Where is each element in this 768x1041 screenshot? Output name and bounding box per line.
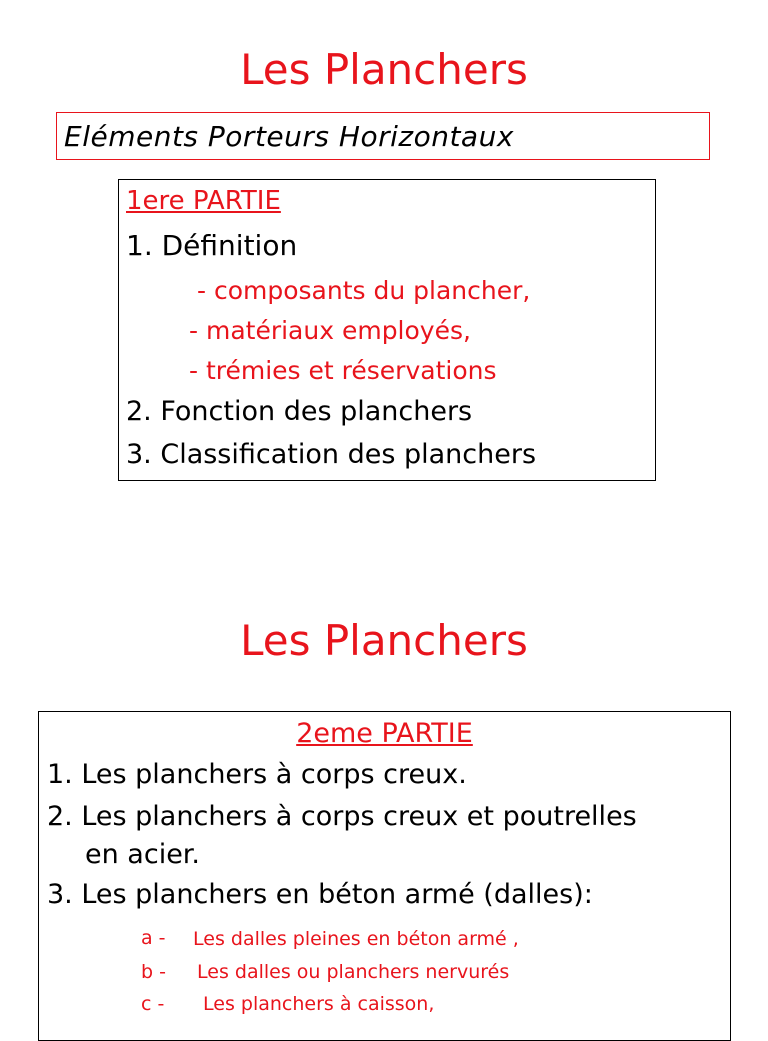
subitem-marker: a - [141,927,166,949]
list-item: 2. Fonction des planchers [126,396,473,427]
list-item: 1. Les planchers à corps creux. [47,759,467,790]
subtitle-text: Eléments Porteurs Horizontaux [64,120,514,153]
subitem-text: Les planchers à caisson, [203,993,435,1015]
list-item: 3. Les planchers en béton armé (dalles): [47,879,593,910]
list-subitem: - composants du plancher, [197,276,531,305]
part2-box [38,711,731,1041]
list-item: 3. Classification des planchers [126,439,537,470]
subitem-text: Les dalles ou planchers nervurés [197,961,510,983]
list-item: 1. Définition [126,229,298,262]
subtitle-box [56,112,710,160]
subitem-text: Les dalles pleines en béton armé , [193,928,519,950]
subitem-marker: c - [141,993,165,1015]
list-subitem: - matériaux employés, [189,316,471,345]
part1-label: 1ere PARTIE [126,186,281,216]
slide2-title: Les Planchers [240,616,528,665]
list-item: 2. Les planchers à corps creux et poutrelles [47,801,637,832]
slide1-title: Les Planchers [240,45,528,94]
list-item-continuation: en acier. [85,839,201,870]
part1-box [118,179,656,481]
part2-label: 2eme PARTIE [296,718,473,749]
list-subitem: - trémies et réservations [189,356,497,385]
subitem-marker: b - [141,961,166,983]
